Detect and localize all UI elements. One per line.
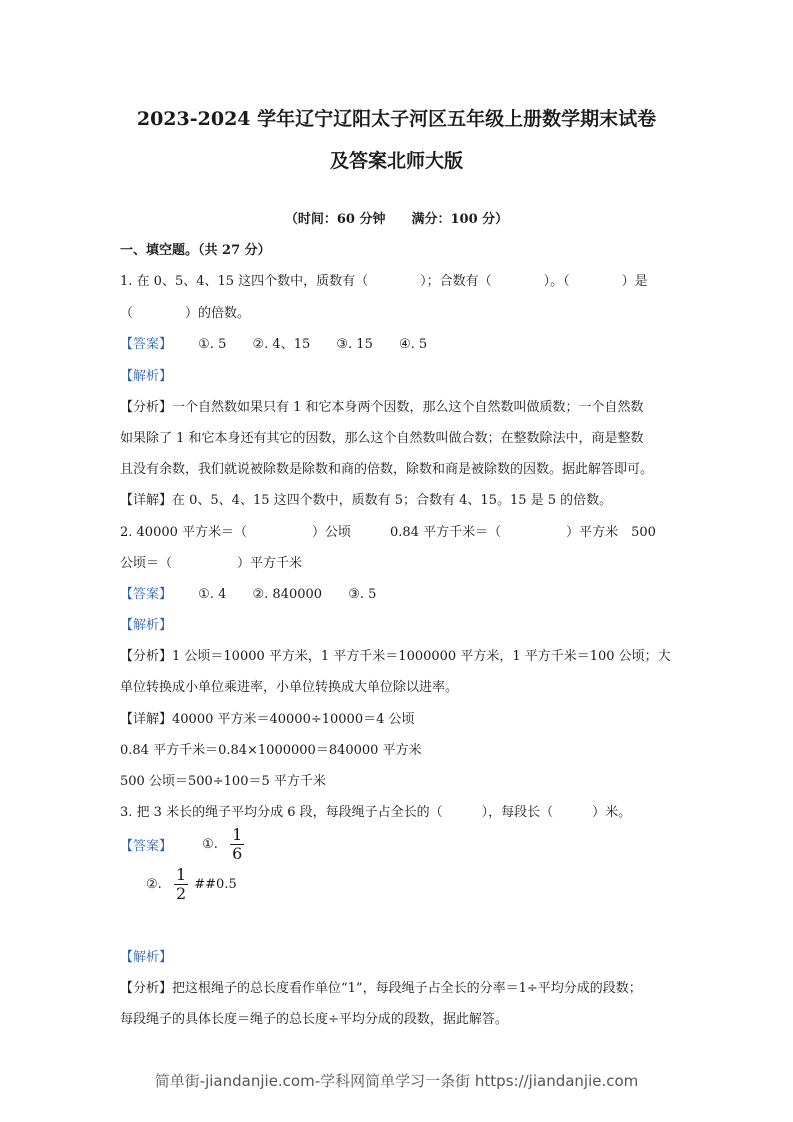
q2-answer-row: [120, 583, 376, 602]
fraction-denominator: 2: [175, 884, 187, 903]
q2-line2: 公顷＝（ ）平方千米: [120, 556, 303, 571]
fraction-one-sixth: [230, 826, 244, 863]
q1-fenxi-line: 如果除了 1 和它本身还有其它的因数，那么这个自然数叫做合数；在整数除法中，商是整数: [120, 431, 644, 446]
q1-line1: 1. 在 0、5、4、15 这四个数中，质数有（ ）；合数有（ ）。（ ）是: [120, 274, 648, 289]
analysis-tag: 【解析】: [120, 950, 173, 965]
analysis-tag: 【解析】: [120, 618, 173, 633]
answer-item: ②. 840000: [252, 587, 323, 602]
answer-tag: 【答案】: [120, 839, 173, 854]
q3-line1: 3. 把 3 米长的绳子平均分成 6 段，每段绳子占全长的（ ），每段长（ ）米。: [120, 805, 632, 820]
answer-item: ①. 4: [198, 587, 227, 602]
q3-answer-row2: [146, 866, 237, 903]
time-info: （时间：60 分钟 满分：100 分）: [284, 212, 509, 227]
q3-answer-row1: [120, 826, 244, 863]
answer-item: ②. 4、15: [252, 337, 311, 352]
answer-tag: 【答案】: [120, 587, 173, 602]
answer-label: ①.: [202, 837, 218, 852]
q3-fenxi-line: 【分析】把这根绳子的总长度看作单位“1”，每段绳子占全长的分率＝1÷平均分成的段数；: [120, 981, 642, 996]
q2-xiangjie-line: 0.84 平方千米＝0.84×1000000＝840000 平方米: [120, 743, 422, 758]
answer-item: ③. 15: [336, 337, 373, 352]
q1-answer-row: [120, 333, 427, 352]
page-footer: 简单街-jiandanjie.com-学科网简单学习一条街 https://jiandanjie.com: [154, 1072, 639, 1090]
fraction-numerator: 1: [232, 825, 243, 844]
fraction-numerator: 1: [175, 865, 187, 884]
answer-suffix: ##0.5: [194, 877, 237, 892]
doc-title-line1: 2023-2024 学年辽宁辽阳太子河区五年级上册数学期末试卷: [136, 108, 657, 130]
q2-fenxi-line: 【分析】1 公顷＝10000 平方米，1 平方千米＝1000000 平方米，1 平方千米＝100 公顷；大: [120, 649, 671, 664]
fraction-denominator: 6: [232, 844, 243, 863]
q2-line1: 2. 40000 平方米＝（ ）公顷 0.84 平方千米＝（ ）平方米 500: [120, 525, 656, 540]
section-heading: 一、填空题。（共 27 分）: [120, 243, 271, 258]
answer-item: ③. 5: [348, 587, 377, 602]
analysis-tag: 【解析】: [120, 369, 173, 384]
q2-xiangjie-line: 500 公顷＝500÷100＝5 平方千米: [120, 774, 326, 789]
answer-item: ①. 5: [198, 337, 227, 352]
q2-fenxi-line: 单位转换成小单位乘进率，小单位转换成大单位除以进率。: [120, 680, 459, 695]
q1-xiangjie: 【详解】在 0、5、4、15 这四个数中，质数有 5；合数有 4、15。15 是 5 的倍数。: [120, 493, 613, 508]
fraction-one-half: [174, 866, 188, 903]
doc-title-line2: 及答案北师大版: [329, 150, 463, 172]
answer-item: ④. 5: [398, 337, 428, 352]
answer-tag: 【答案】: [120, 337, 173, 352]
q1-line2: （ ）的倍数。: [120, 306, 251, 321]
q3-fenxi-line: 每段绳子的具体长度＝绳子的总长度÷平均分成的段数，据此解答。: [120, 1012, 508, 1027]
q2-xiangjie-line: 【详解】40000 平方米＝40000÷10000＝4 公顷: [120, 712, 415, 727]
answer-label: ②.: [146, 877, 162, 892]
q1-fenxi-line: 且没有余数，我们就说被除数是除数和商的倍数，除数和商是被除数的因数。据此解答即可。: [120, 462, 654, 477]
q1-fenxi-line: 【分析】一个自然数如果只有 1 和它本身两个因数，那么这个自然数叫做质数；一个自然数: [120, 400, 644, 415]
